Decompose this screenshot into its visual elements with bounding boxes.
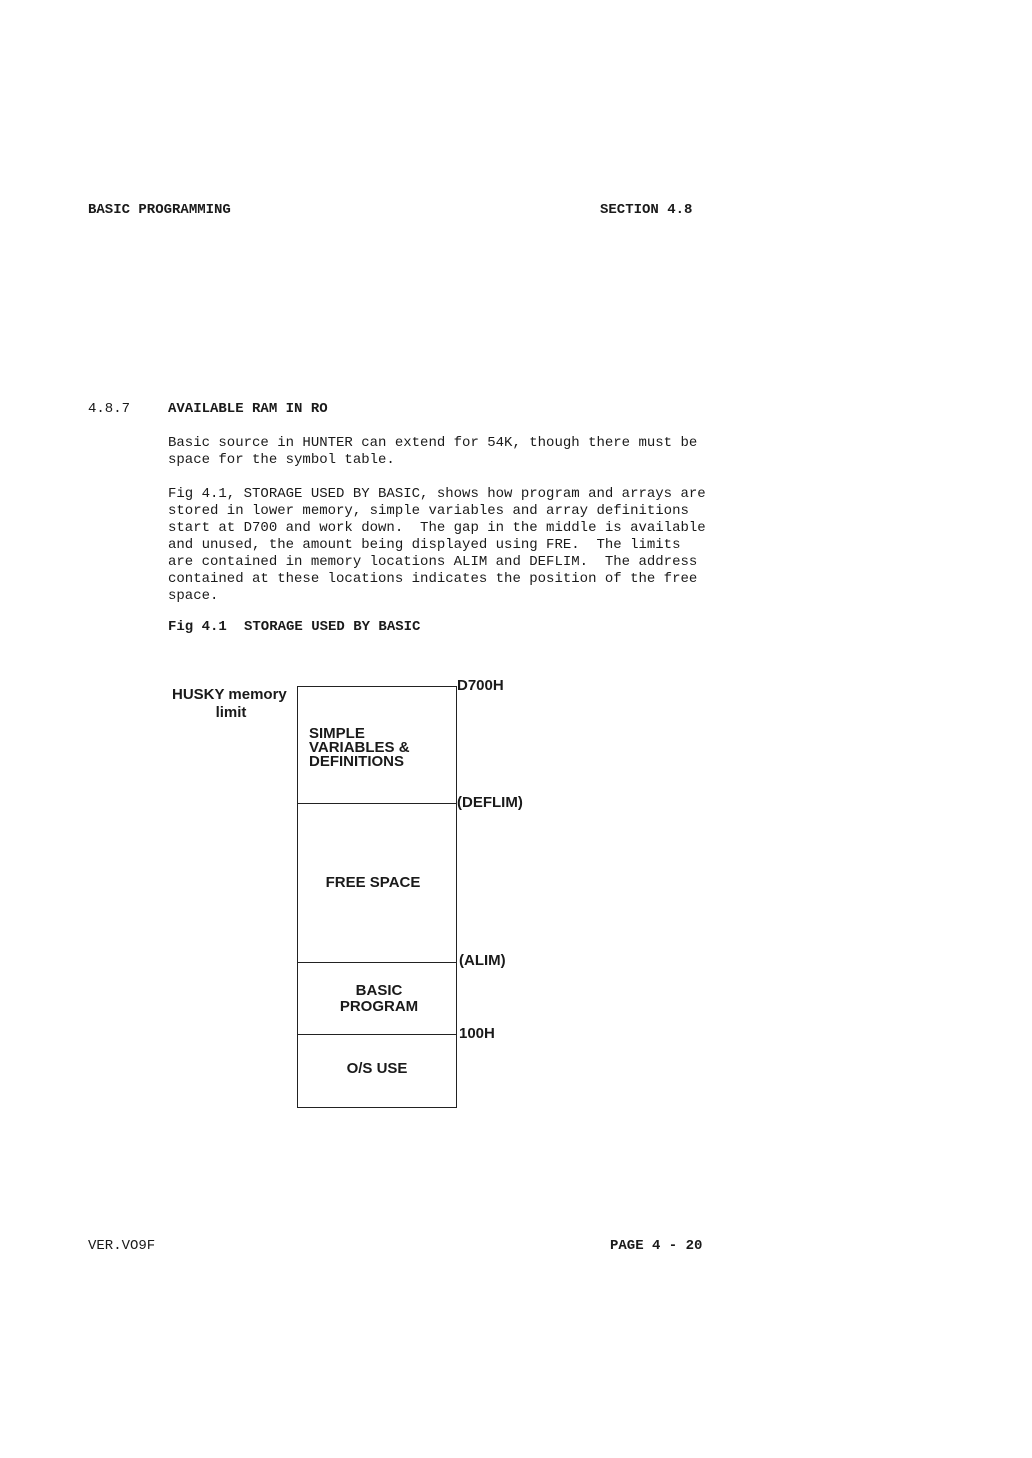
paragraph-line: space. [168, 588, 219, 604]
paragraph-2 [168, 486, 706, 605]
region-simple-variables-2: VARIABLES & [309, 739, 410, 756]
paragraph-1 [168, 435, 698, 469]
marker-deflim: (DEFLIM) [457, 794, 523, 811]
paragraph-line: space for the symbol table. [168, 452, 395, 468]
region-basic-program-2: PROGRAM [339, 998, 419, 1015]
figure-caption-title: STORAGE USED BY BASIC [244, 619, 421, 635]
marker-100h: 100H [459, 1025, 495, 1042]
header-right: SECTION 4.8 [600, 202, 693, 218]
section-number: 4.8.7 [88, 401, 131, 417]
marker-d700h: D700H [457, 677, 504, 694]
paragraph-line: stored in lower memory, simple variables and array definitions [168, 503, 689, 519]
divider-d700 [297, 686, 457, 687]
paragraph-line: Fig 4.1, STORAGE USED BY BASIC, shows how program and arrays are [168, 486, 706, 502]
footer-version: VER.VO9F [88, 1238, 156, 1254]
paragraph-line: are contained in memory locations ALIM and DEFLIM. The address [168, 554, 698, 570]
region-free-space: FREE SPACE [325, 874, 421, 891]
region-simple-variables-1: SIMPLE [309, 725, 365, 742]
paragraph-line: and unused, the amount being displayed using FRE. The limits [168, 537, 681, 553]
divider-deflim [297, 803, 457, 804]
figure-caption-number: Fig 4.1 [168, 619, 227, 635]
marker-alim: (ALIM) [459, 952, 506, 969]
divider-100h [297, 1034, 457, 1035]
section-title: AVAILABLE RAM IN RO [168, 401, 328, 417]
paragraph-line: contained at these locations indicates the position of the free [168, 571, 698, 587]
region-simple-variables-3: DEFINITIONS [309, 753, 405, 770]
husky-limit-label-1: HUSKY memory [172, 686, 287, 703]
husky-limit-label-2: limit [215, 704, 247, 721]
divider-alim [297, 962, 457, 963]
header-left: BASIC PROGRAMMING [88, 202, 231, 218]
region-os-use: O/S USE [346, 1060, 408, 1077]
paragraph-line: Basic source in HUNTER can extend for 54K, though there must be [168, 435, 698, 451]
paragraph-line: start at D700 and work down. The gap in the middle is available [168, 520, 706, 536]
footer-page-number: PAGE 4 - 20 [610, 1238, 703, 1254]
region-basic-program-1: BASIC [355, 982, 403, 999]
